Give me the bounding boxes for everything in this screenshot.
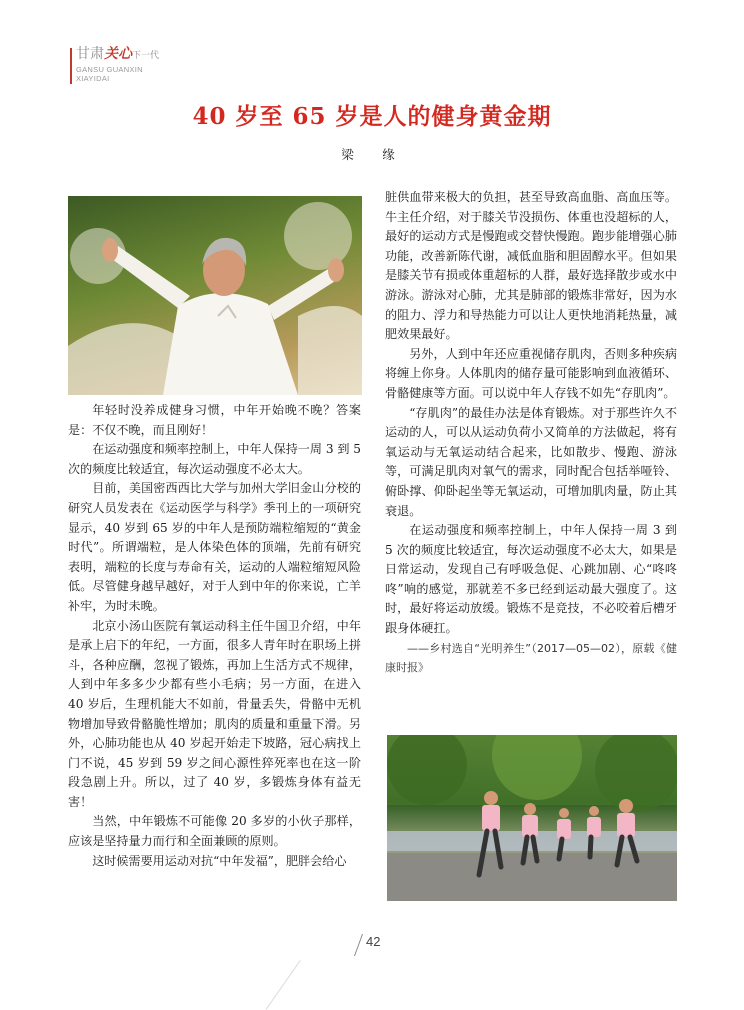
paragraph: “存肌肉”的最佳办法是体育锻炼。对于那些许久不运动的人，可以从运动负荷小又简单的方法做起，将有氧运动与无氧运动结合起来，比如散步、慢跑、游泳等，可满足肌肉对氧气的需求，同时配合包括举哑铃、俯卧撑、仰卧起坐等无氧运动，可增加肌肉量，防止其衰退。: [385, 405, 677, 518]
paragraph: 在运动强度和频率控制上，中年人保持一周 3 到 5 次的频度比较适宜，每次运动强度不必太大。: [68, 442, 361, 476]
decorative-line: [266, 960, 301, 1010]
masthead-cn-b: 关心: [104, 46, 132, 62]
article-author: 梁 缘: [341, 147, 403, 162]
paragraph: 在运动强度和频率控制上，中年人保持一周 3 到 5 次的频度比较适宜，每次运动强度不必太大，如果是日常运动，发现自己有呼吸急促、心跳加剧、心“咚咚咚”响的感觉，那就差不多已经到运动最大强度了。这时，最好将运动放缓。锻炼不是竞技，不必咬着后槽牙跟身体硬扛。: [385, 523, 677, 636]
paragraph: 当然，中年锻炼不可能像 20 多岁的小伙子那样，应该是坚持量力而行和全面兼顾的原则。: [68, 814, 361, 849]
paragraph: 北京小汤山医院有氧运动科主任牛国卫介绍，中年是承上启下的年纪，一方面，很多人青年时在职场上拼斗，各种应酬，忽视了锻炼，再加上生活方式不规律，人到中年多多少少都有些小毛病；另一方面，在进入 40 岁后，生理机能大不如前，骨量丢失，骨骼中无机物增加导致骨骼脆性增加；肌肉的质量和重量下滑。另外，心肺功能也从 40 岁起开始走下坡路，冠心病找上门不说，45 岁到 59 岁之间心源性猝死率也在这一阶段急剧上升。所以，过了 40 岁，多锻炼身体有益无害！: [68, 618, 361, 809]
masthead-english-line-2: XIAYIDAI: [76, 74, 110, 83]
page-number: 42: [366, 934, 381, 949]
magazine-masthead: [70, 44, 190, 90]
article-source: ——乡村选自“光明养生”（2017—05—02），原载《健康时报》: [385, 641, 677, 675]
article-column-right: [385, 188, 677, 678]
masthead-bar: [70, 48, 72, 84]
group-exercise-photo: [387, 735, 677, 901]
article-column-left: [68, 401, 361, 871]
paragraph: 这时候需要用运动对抗“中年发福”，肥胖会给心: [92, 853, 347, 868]
paragraph: 年轻时没养成健身习惯，中年开始晚不晚？答案是：不仅不晚，而且刚好！: [68, 403, 361, 437]
page-divider: [354, 934, 363, 956]
paragraph: 另外，人到中年还应重视储存肌肉，否则多种疾病将缠上你身。人体肌肉的储存量可能影响到血液循环、骨骼健康等方面。可以说中年人存钱不如先“存肌肉”。: [385, 346, 677, 400]
paragraph: 脏供血带来极大的负担，甚至导致高血脂、高血压等。牛主任介绍，对于膝关节没损伤、体重也没超标的人，最好的运动方式是慢跑或交替快慢跑。跑步能增强心肺功能，改善新陈代谢，减低血脂和胆固醇水平。但如果是膝关节有损或体重超标的人群，最好选择散步或水中游泳。游泳对心肺，尤其是肺部的锻炼非常好，因为水的阻力、浮力和导热能力可以让人更快地消耗热量，减肥效果最好。: [385, 190, 677, 342]
paragraph: 目前，美国密西西比大学与加州大学旧金山分校的研究人员发表在《运动医学与科学》季刊上的一项研究显示，40 岁到 65 岁的中年人是预防端粒缩短的“黄金时代”。所谓端粒，是人体染色体的顶端，先前有研究表明，端粒的长度与寿命有关，运动的人端粒缩短风险低。尽管健身越早越好，对于人到中年的你来说，亡羊补牢，为时未晚。: [68, 481, 361, 613]
masthead-chinese-title: [76, 46, 159, 64]
masthead-cn-c: 下一代: [132, 51, 160, 61]
tai-chi-photo: [68, 196, 362, 395]
masthead-cn-a: 甘肃: [76, 46, 104, 62]
article-title: 40 岁至 65 岁是人的健身黄金期: [192, 103, 552, 130]
masthead-english-line-1: GANSU GUANXIN: [76, 65, 143, 74]
